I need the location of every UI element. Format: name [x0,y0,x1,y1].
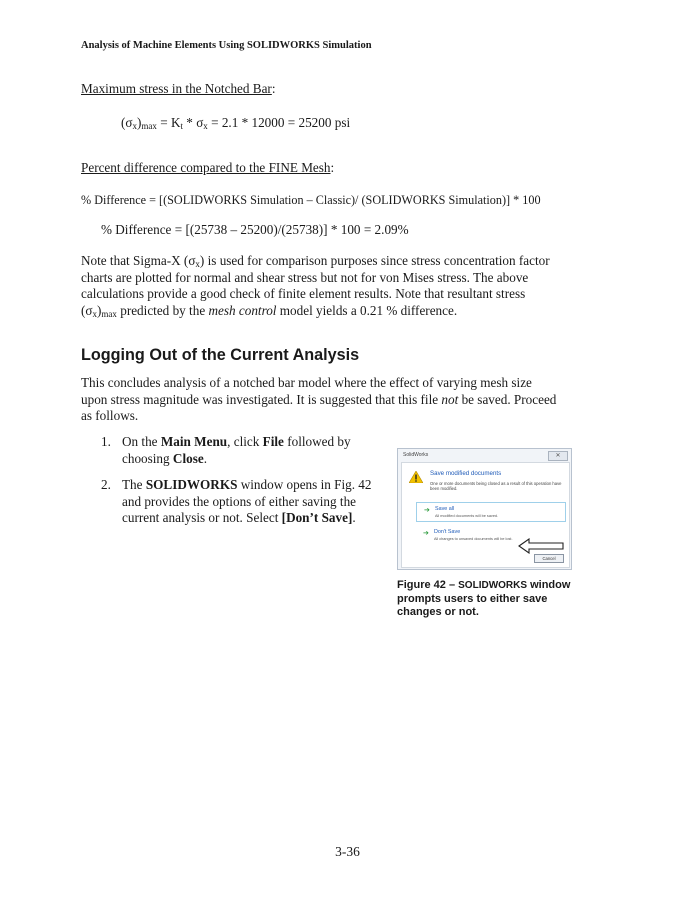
caption-solidworks: SOLIDWORKS [458,580,528,591]
caption-text-b: window prompts users to either save changes or not. [397,579,571,618]
dont-save-arrow-icon: ➔ [423,530,429,537]
dialog-title: SolidWorks [403,452,429,458]
intro-not: not [441,391,459,407]
intro-text-a: This concludes analysis of a notched bar model where the effect of varying mesh size upon stress magnitude was investigated. It is suggested that this file [81,375,532,407]
note-text-a: Note that Sigma-X ( [81,253,189,268]
step-1 [101,434,376,468]
dialog-heading: Save modified documents [430,470,502,477]
close-ref: Close [172,450,204,466]
max-stress-label: Maximum stress in the Notched Bar: [81,81,276,96]
page-number: 3-36 [335,844,360,859]
save-all-arrow-icon: ➔ [424,507,430,514]
step-2-number: 2. [101,477,111,492]
note-text-c: predicted by the [116,302,209,318]
step-2 [101,477,376,527]
step-1-text: On the Main Menu, click File followed by choosing Close. [122,434,351,466]
note-mesh-control: mesh control [208,302,277,318]
intro-text-b: be saved. Proceed as follows. [81,391,557,423]
warning-icon [409,471,423,483]
callout-arrow-icon [518,538,564,554]
max-stress-label-text: Maximum stress in the Notched Bar [81,81,272,96]
percent-label-text: Percent difference compared to the FINE Mesh [81,160,331,175]
dont-save-ref: [Don’t Save] [281,510,353,525]
save-all-label: Save all [435,506,455,512]
max-stress-equation: $(\sigma_x)_{max} = K_t * \sigma_x = 2.1 * 12000 = 25200$ psi [121,115,351,131]
percent-label: Percent difference compared to the FINE Mesh: [81,160,335,175]
save-dialog-screenshot [397,448,572,570]
note-text-b: ) is used for comparison purposes since stress concentration factor charts are plotted for normal and shear stress but not for von Mises stress. The above calculations provide a good check of finite element results. Note that resultant stress ( [81,253,550,318]
note-text-d: model yields a 0.21 % difference. [276,302,458,318]
save-all-option[interactable] [416,502,566,522]
dont-save-label: Don't Save [434,529,461,535]
max-stress-eq-rhs: = 2.1 * 12000 = 25200 psi [211,115,351,130]
dialog-body [401,462,570,568]
percent-calc: % Difference = [(25738 – 25200)/(25738)] * 100 = 2.09% [101,222,409,237]
section-heading: Logging Out of the Current Analysis [81,346,360,364]
percent-formula: % Difference = [(SOLIDWORKS Simulation – Classic)/ (SOLIDWORKS Simulation)] * 100 [81,193,541,207]
intro-paragraph [81,375,561,425]
main-menu-ref: Main Menu [160,434,228,449]
cancel-button[interactable]: Cancel [534,554,564,563]
note-paragraph: Note that Sigma-X $(\sigma_x)$ is used for comparison purposes since stress concentration factor charts are plotted for normal and shear stress but not for von Mises stress. The above calculations provide a good check of finite element results. Note that resultant stress $(\sigma_x)_{max}$ predicted by the mesh control model yields a 0.21 % difference. [81,253,550,319]
figure-caption [397,579,587,620]
save-all-description: All modified documents will be saved. [435,514,499,518]
dont-save-description: All changes to unsaved documents will be lost. [434,537,513,541]
dialog-close-button[interactable]: ✕ [548,451,568,461]
step-1-number: 1. [101,434,111,449]
step-2-text: The SOLIDWORKS window opens in Fig. 42 and provides the options of either saving the current analysis or not. Select [Don’t Save]. [122,477,372,525]
dialog-message: One or more documents being closed as a result of this operation have been modified. [430,481,562,491]
running-header: Analysis of Machine Elements Using SOLIDWORKS Simulation [81,40,372,51]
caption-text-a: Figure 42 – [397,579,459,591]
file-ref: File [262,434,284,449]
solidworks-ref: SOLIDWORKS [145,477,238,492]
